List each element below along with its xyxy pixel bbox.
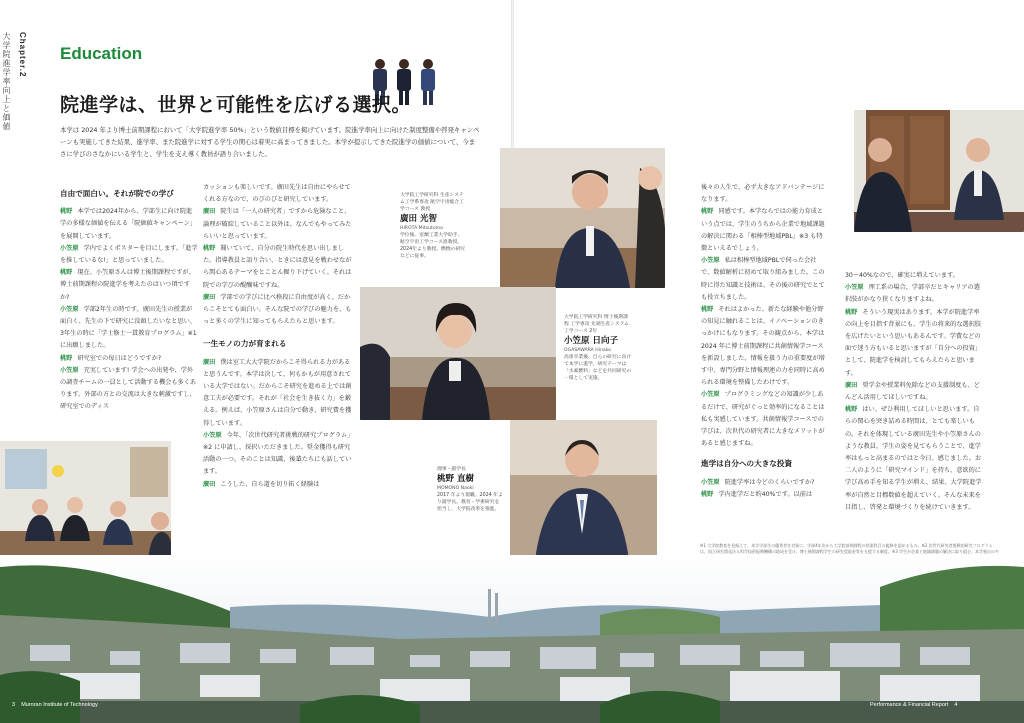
dialogue-line: 廣田 学部での学びに比べ格段に自由度が高く、だからこそとても面白い。そんな院での学びの魅力を、もっと多くの学生に知ってもらえたらと思います。: [203, 293, 352, 326]
subheading: 進学は自分への大きな投資: [701, 459, 793, 469]
chapter-number: Chapter.2: [18, 32, 27, 78]
caption-bio: 学位後、室蘭工業大学助手、航空宇宙工学コース准教授。2024年より教授。燃焼の研究などに従事。: [400, 233, 465, 259]
photo-two-men: [854, 110, 1024, 232]
caption-role: 理事・副学長: [437, 467, 466, 472]
caption-name-en: OGASAWARA Hinako: [564, 348, 612, 353]
footer-label-left: Muroran Institute of Technology: [21, 702, 98, 708]
caption-name-en: MOMONO Naoki: [437, 486, 474, 491]
caption-momono: [437, 466, 503, 513]
dialogue-line: 桃野 本学では2024年から、学部生に向け院進学の多様な価値を伝える「院価値キャンペーン」を展開しています。: [60, 208, 196, 240]
text-column-1: [60, 182, 198, 414]
photo-ogasawara: [360, 287, 556, 420]
dialogue-line: 桃野 そういう現実はあります。本学が院進学率の向上を目指す背景にも、学生の将来的な選択肢を広げたいという思いもあるんです。学費などの面で迷う方もいると思いますが「自分への投資」として、院進学を検討してもらえたらと思います。: [845, 308, 982, 377]
dialogue-line: 小笠原 院進学率は今どのくらいですか?: [701, 478, 815, 486]
dialogue-line: 桃野 聞いていて、自分の院生時代を思い出しました。指導教員と語り合い、ときには意見を戦わせながら関心あるテーマをとことん掘り下げていく。それは院での学びの醍醐味ですね。: [203, 245, 352, 289]
dialogue-line: 桃野 同感です。本学ならではの能力育成という点では、学生のうちから企業で地域課題の解決に関わる「相棒型地域PBL」※3 も特徴といえるでしょう。: [701, 208, 825, 253]
page-footer-left: [12, 702, 98, 708]
dialogue-line: 小笠原 私は相棒型地域PBLで伺った会社で、数値解析に初めて取り組みました。この時に得た知識と技術は、その後の研究でとても役立ちました。: [701, 257, 825, 301]
section-label: Education: [60, 44, 143, 63]
caption-name: 廣田 光智: [400, 214, 437, 224]
dialogue-continued: カッションも楽しいです。廣田先生は自由にやらせてくれる方なので、のびのびと研究しています。: [203, 184, 351, 204]
caption-role: 大学院工学研究科 博士後期課程 工学専攻 先端生産システム工学コース 2年: [564, 315, 629, 334]
dialogue-line: 小笠原 充実しています! 学会への出発や、学外の調査チームの一員として活動する機会も多くあります。外部の方との交流は大きな刺激ですし、研究室でのディス: [60, 366, 197, 411]
dialogue-line: 桃野 はい、ぜひ利用してほしいと思います。自らの関心を突き詰める時間は、とても楽しいもの。それを体現している廣田先生や小笠原さんのような教員、学生の姿を見てもらうことで、進学率はもっと高まるのではと今日、感じました。お二人のように「研究マインド」を持ち、意欲的に学び高め手を知る学生が増え、結果、大学院進学率が自然と目標数値を超えていく。そんな未来を目指し、啓発と環境づくりを続けていきます。: [845, 406, 982, 511]
dialogue-line: 桃野 研究室での毎日はどうですか?: [60, 354, 162, 362]
dialogue-continued: 後々の人生で、必ず大きなアドバンテージになります。: [701, 184, 825, 204]
dialogue-line: 小笠原 理工系の場合、学部卒だとキャリアの選択肢がかなり狭くなりますよね。: [845, 284, 980, 304]
photo-group-table: [0, 441, 171, 560]
caption-name-en: HIROTA Mitsutomo: [400, 226, 443, 231]
headline: 院進学は、世界と可能性を広げる選択。: [60, 94, 412, 116]
dialogue-line: 小笠原 学部2年生の時です。廣田先生の授業が面白く、先生の下で研究に没頭したいなと思い、3年生の時に「学士修士一貫教育プログラム」※1 に出願しました。: [60, 305, 197, 350]
caption-bio: 高専卒業後、自らの研究に向けて本学に進学。研究テーマは「水素燃料」などを共同研究の一環として実施。: [564, 355, 632, 381]
page-number-right: 4: [954, 702, 958, 708]
text-column-3: [701, 182, 827, 501]
dialogue-line: 小笠原 今年、「次世代研究者挑戦的研究プログラム」※2 に申請し、採択いただきました。奨金獲得も研究活動の一つ。そのことは知識、後輩たちにも話しています。: [203, 431, 354, 476]
dialogue-line: 廣田 奨学金や授業料免除などの支援制度も、どんどん活用してほしいですね。: [845, 381, 980, 402]
caption-role: 大学院工学研究科 生産システム工学系専攻 航空宇宙総合工学コース 教授: [400, 193, 464, 212]
caption-hirota: [400, 192, 466, 260]
text-column-2: [203, 182, 355, 491]
dialogue-line: 小笠原 プログラミングなどの知識が少しあるだけで、研究がぐっと効率的になることは私も実感しています。共創情報学コースでの学びは、次世代の研究者に大きなメリットがあると感じますね。: [701, 391, 825, 448]
dialogue-line: 廣田 こうした、自ら道を切り拓く経験は: [203, 480, 320, 488]
dialogue-line: 桃野 現在、小笠原さんは博士後期課程ですが、博士前期課程の院進学を考えたのはいつ頃ですか?: [60, 269, 195, 301]
lead-paragraph: 本学は 2024 年より博士前期課程において「大学院進学率 50%」という数値目標を掲げています。院進学率向上に向けた制度整備や啓発キャンペーンも実施してきた結果、進学率、また院進学に対する学生の関心は着実に高まってきました。本学が提示してきた院進学の価値について、今まさに学びのさなかにいる学生と、学生を支え導く教員が語り合いました。: [60, 126, 480, 158]
dialogue-line: 桃野 学内進学だと約40%です。以前は: [701, 490, 813, 498]
caption-ogasawara: [564, 314, 632, 382]
page-number-left: 3: [12, 702, 16, 708]
dialogue-continued: 30〜40%なので、確実に増えています。: [845, 272, 959, 279]
photo-hirota: [500, 148, 665, 288]
page-footer-right: [870, 702, 957, 708]
photo-momono: [510, 420, 657, 560]
chapter-tab: [2, 32, 30, 131]
subheading: 自由で面白い。それが院での学び: [60, 189, 174, 198]
chapter-title: 大学院進学率向上と価値: [2, 32, 11, 131]
caption-name: 小笠原 日向子: [564, 336, 618, 346]
dialogue-line: 桃野 それはよかった。新たな経験や他分野の知見に触れることは、イノベーションのきっかけにもなります。その観点から、本学は 2024 年に博士前期課程に共創情報学コースを新設しました。情報を扱う力の重要度が増す中、専門分野と情報理連の力を同時に高められる環境を整備したわけです。: [701, 306, 825, 387]
dialogue-line: 小笠原 学内でよくポスターを目にします。「進学を推しているな!」と思っていました。: [60, 244, 198, 265]
footnotes: ※1 大学院教育を見据えて、本学学部生の優秀者を対象に、学部4年次から大学院前期課程の授業科目の履修を認めるもの。※2 次世代研究者挑戦的研究プログラムは、国立研究開発法人科学技術振興機構の助成を受け、博士後期課程学生の研究奨励金等を支援する制度。※3 学生が企業と地域課題の解決に取り組む、本学独自のキ: [700, 543, 1000, 554]
dialogue-line: 廣田 院生は「一人の研究者」ですから危険なこと、論理が破綻していること以外は、なんでもやってみたらいいと思っています。: [203, 208, 352, 240]
subheading: 一生モノの力が育まれる: [203, 339, 287, 349]
caption-name: 桃野 直樹: [437, 474, 474, 484]
text-column-4: [845, 270, 985, 514]
footer-label-right: Performance & Financial Report: [870, 702, 949, 708]
city-panorama: [0, 555, 1024, 723]
caption-bio: 2017 年より現職。2024 年より副学長。教育・学術研究を担当し、大学院改革を推進。: [437, 493, 503, 512]
dialogue-line: 廣田 僕は室工大大学院だからこそ得られる力があると思うんです。本学は決して、何もかもが用意されている大学ではない。だからこそ研究を進める上では創意工夫が必要です。それが「社会を生き抜く力」を鍛える。例えば、小笠原さんは自分で動き、研究費を獲得しています。: [203, 358, 352, 427]
